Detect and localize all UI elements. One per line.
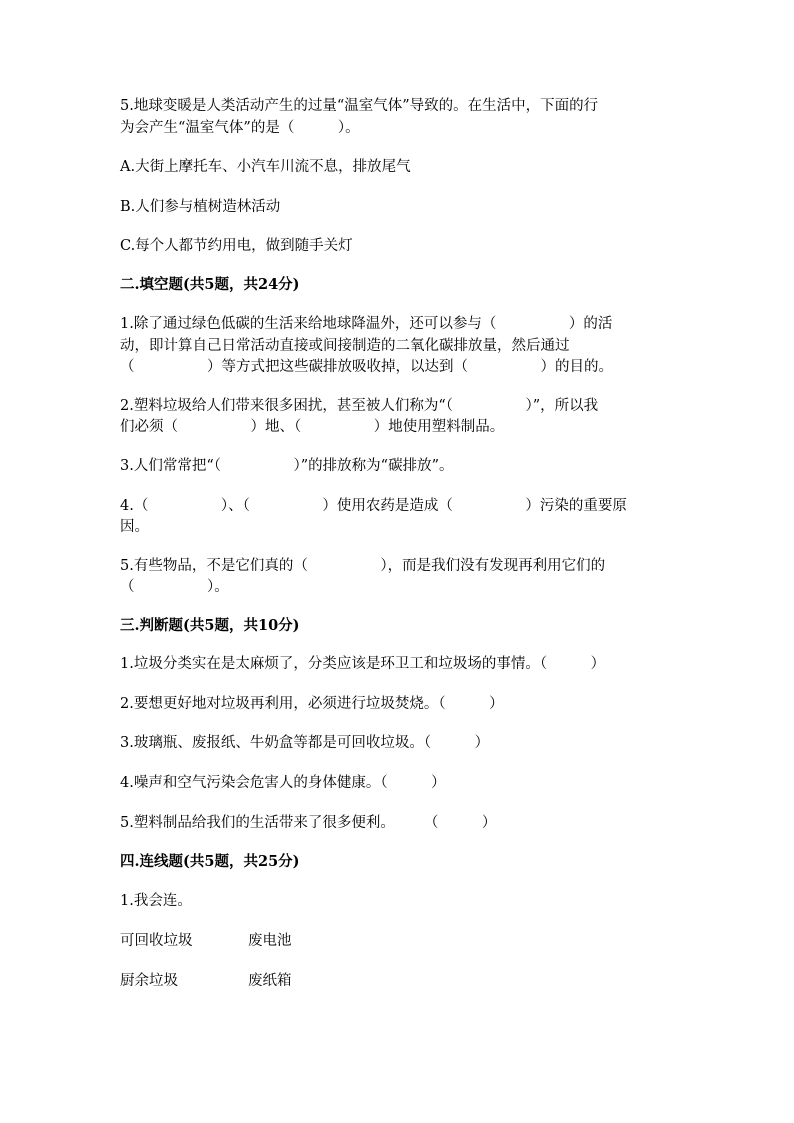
matching-right-item: 废纸箱 bbox=[248, 973, 292, 989]
fill-q5-line1: 5.有些物品，不是它们真的（ ），而是我们没有发现再利用它们的 bbox=[120, 558, 606, 574]
question-5-text-line1: 5.地球变暖是人类活动产生的过量“温室气体”导致的。在生活中，下面的行 bbox=[120, 98, 599, 114]
judge-item-5: 5.塑料制品给我们的生活带来了很多便利。 （ ） bbox=[120, 815, 497, 831]
section-4-heading: 四.连线题(共5题，共25分) bbox=[120, 853, 300, 870]
fill-q2-line1: 2.塑料垃圾给人们带来很多困扰，甚至被人们称为“（ ）”，所以我 bbox=[120, 398, 599, 414]
judge-item-3: 3.玻璃瓶、废报纸、牛奶盒等都是可回收垃圾。（ ） bbox=[120, 735, 490, 751]
fill-q4-line1: 4.（ ）、（ ）使用农药是造成（ ）污染的重要原 bbox=[120, 498, 627, 514]
fill-q3-line1: 3.人们常常把“（ ）”的排放称为“碳排放”。 bbox=[120, 458, 454, 474]
judge-item-4: 4.噪声和空气污染会危害人的身体健康。（ ） bbox=[120, 775, 446, 791]
section-2-heading: 二.填空题(共5题，共24分) bbox=[120, 276, 300, 293]
judge-item-1: 1.垃圾分类实在是太麻烦了，分类应该是环卫工和垃圾场的事情。（ ） bbox=[120, 656, 606, 672]
judge-item-2: 2.要想更好地对垃圾再利用，必须进行垃圾焚烧。（ ） bbox=[120, 696, 504, 712]
question-5-option-b: B.人们参与植树造林活动 bbox=[120, 199, 281, 215]
fill-q1-line3: （ ）等方式把这些碳排放吸收掉，以达到（ ）的目的。 bbox=[120, 359, 613, 375]
matching-right-item: 废电池 bbox=[248, 933, 292, 949]
question-5-text-line2: 为会产生“温室气体”的是（ ）。 bbox=[120, 120, 360, 136]
question-5-option-a: A.大街上摩托车、小汽车川流不息，排放尾气 bbox=[120, 159, 411, 175]
fill-q5-line2: （ ）。 bbox=[120, 579, 229, 595]
matching-left-item: 可回收垃圾 bbox=[120, 933, 193, 949]
fill-q1-line2: 动，即计算自己日常活动直接或间接制造的二氧化碳排放量，然后通过 bbox=[120, 338, 570, 354]
fill-q4-line2: 因。 bbox=[120, 519, 149, 535]
section-3-heading: 三.判断题(共5题，共10分) bbox=[120, 617, 300, 634]
fill-q1-line1: 1.除了通过绿色低碳的生活来给地球降温外，还可以参与（ ）的活 bbox=[120, 316, 613, 332]
question-5-option-c: C.每个人都节约用电，做到随手关灯 bbox=[120, 238, 353, 254]
matching-q1-prompt: 1.我会连。 bbox=[120, 893, 192, 909]
matching-left-item: 厨余垃圾 bbox=[120, 973, 178, 989]
fill-q2-line2: 们必须（ ）地、（ ）地使用塑料制品。 bbox=[120, 419, 505, 435]
